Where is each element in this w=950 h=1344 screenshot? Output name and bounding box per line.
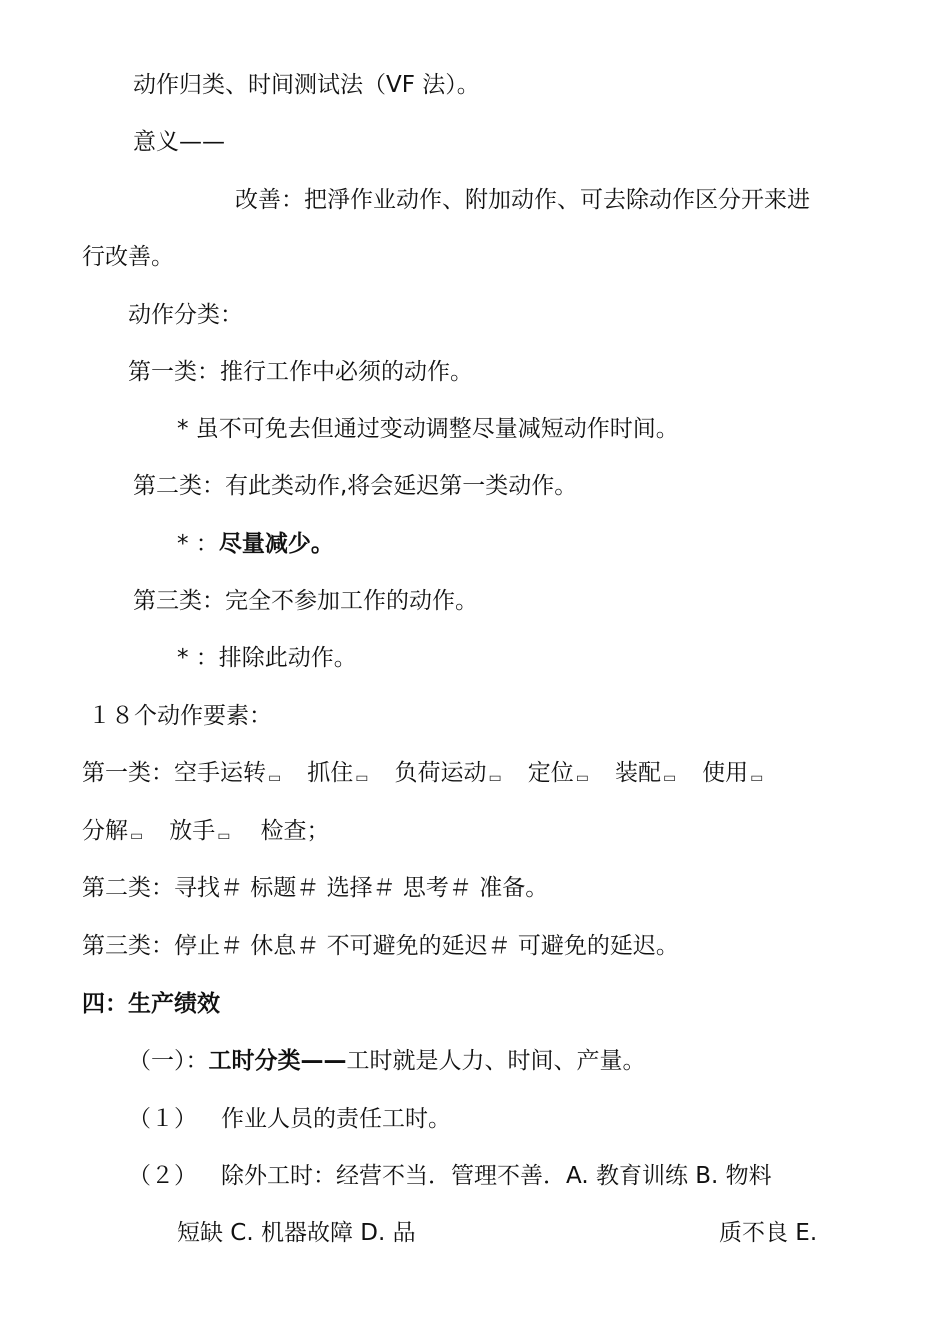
element-symbol-icon: ▭ [750, 770, 764, 786]
line-elements-class-1-cont [82, 816, 329, 851]
line-elements-class-1 [82, 758, 763, 793]
element-symbol-icon: ▭ [130, 828, 144, 844]
element-item: 装配 [614, 760, 661, 786]
item-text: 工时就是人力、时间、产量。 [346, 1048, 646, 1074]
line-class-1-note: * 虽不可免去但通过变动调整尽量减短动作时间。 [177, 416, 679, 442]
line-item-1 [128, 1104, 451, 1134]
line-improve: 改善：把淨作业动作、附加动作、可去除动作区分开来进 [235, 187, 810, 213]
element-item: 放手 [169, 818, 216, 844]
line-item-2-cont-b: 质不良 E. [719, 1220, 818, 1246]
label: 第一类： [82, 760, 174, 786]
line-item-2-cont-a: 短缺 C. 机器故障 D. 品 [177, 1220, 416, 1246]
element-item: 定位 [527, 760, 574, 786]
element-symbol-icon: ▭ [575, 770, 589, 786]
line-class-3: 第三类：完全不参加工作的动作。 [133, 588, 478, 614]
item-text: 除外工时：经营不当．管理不善．A. 教育训练 B. 物料 [221, 1163, 772, 1189]
item-number: （一）： [128, 1048, 209, 1074]
element-symbol-icon: ▭ [217, 828, 231, 844]
item-number: （２） [128, 1163, 197, 1189]
element-item: 空手运转 [174, 760, 266, 786]
item-title: 工时分类—— [208, 1048, 347, 1074]
line-work-hours [128, 1046, 646, 1076]
element-item: 抓住 [307, 760, 354, 786]
element-item: 分解 [82, 818, 128, 844]
line-vf-method: 动作归类、时间测试法（VF 法）。 [133, 72, 480, 98]
line-18-elements: １８个动作要素： [88, 703, 272, 729]
line-action-class: 动作分类： [128, 302, 243, 328]
item-number: （１） [128, 1106, 197, 1132]
element-symbol-icon: ▭ [355, 770, 369, 786]
star-mark: * ： [177, 531, 219, 557]
line-class-1: 第一类：推行工作中必须的动作。 [128, 359, 473, 385]
element-symbol-icon: ▭ [488, 770, 502, 786]
section-heading: 四：生产绩效 [82, 991, 220, 1017]
line-class-2: 第二类：有此类动作,将会延迟第一类动作。 [133, 473, 578, 499]
item-text: 作业人员的责任工时。 [221, 1106, 451, 1132]
element-item: 使用 [702, 760, 749, 786]
line-item-2 [128, 1161, 772, 1191]
element-symbol-icon: ▭ [662, 770, 677, 786]
line-improve-cont: 行改善。 [82, 244, 174, 270]
line-meaning: 意义—— [133, 129, 225, 155]
element-item: 负荷运动 [394, 760, 487, 786]
line-class-3-note: * ：排除此动作。 [177, 645, 357, 671]
line-class-2-note [177, 529, 334, 559]
note-text: 尽量减少。 [218, 531, 334, 557]
element-symbol-icon: ▭ [268, 770, 282, 786]
element-item: 检查； [260, 818, 330, 844]
line-elements-class-2: 第二类：寻找＃ 标题＃ 选择＃ 思考＃ 准备。 [82, 875, 549, 901]
line-elements-class-3: 第三类：停止＃ 休息＃ 不可避免的延迟＃ 可避免的延迟。 [82, 933, 679, 959]
